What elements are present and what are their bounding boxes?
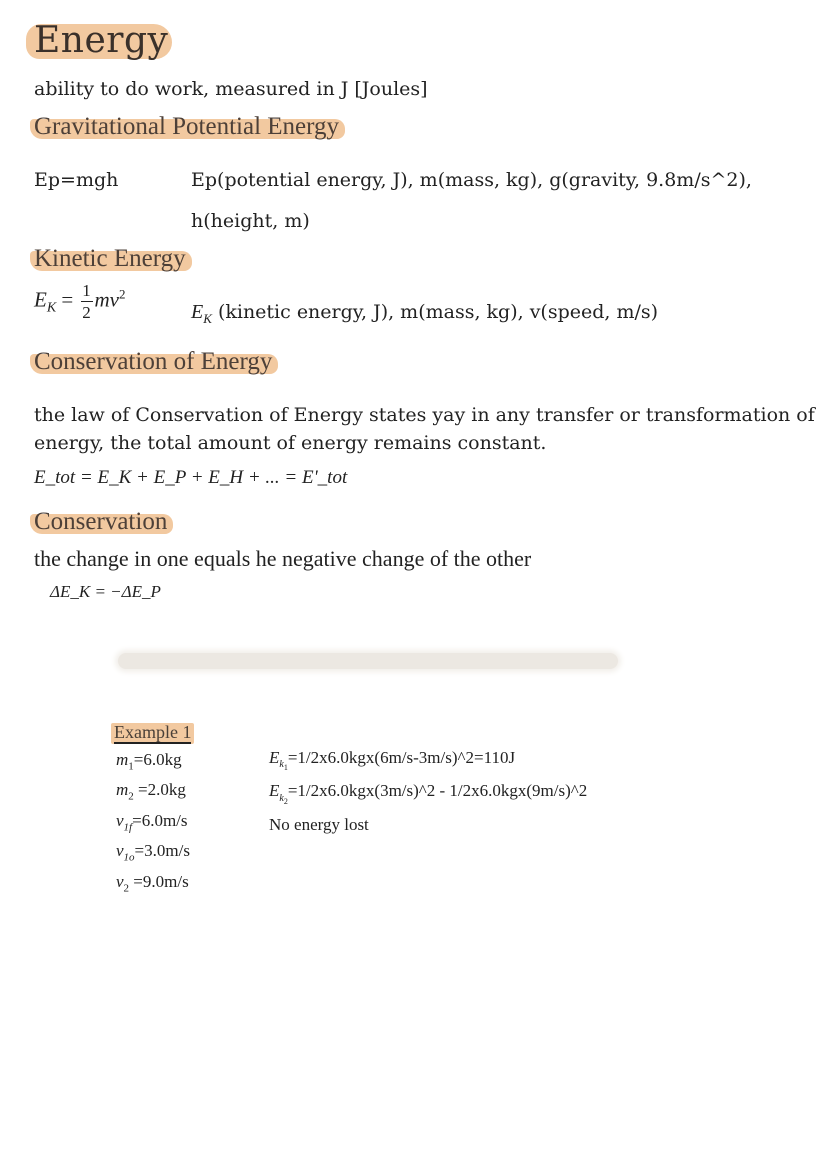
gpe-heading: Gravitational Potential Energy	[34, 113, 340, 140]
kinetic-lhs: E	[34, 287, 47, 312]
kinetic-desc-text: (kinetic energy, J), m(mass, kg), v(speed, m/s)	[217, 301, 659, 323]
conservation-energy-text-line1: the law of Conservation of Energy states yay in any transfer or transformation of	[34, 404, 815, 426]
conservation-energy-heading: Conservation of Energy	[34, 348, 273, 375]
given-v1f: $v_{1f}=6.0m/s$	[116, 810, 188, 834]
kinetic-rhs-sup: 2	[119, 286, 126, 302]
example-givens	[116, 748, 190, 900]
kinetic-description	[191, 301, 658, 327]
example-title: Example 1	[114, 722, 192, 742]
kinetic-lhs-sub: K	[46, 300, 57, 316]
conservation-heading: Conservation	[34, 508, 168, 535]
conservation-energy-equation: E_tot = E_K + E_P + E_H + ... = E'_tot	[34, 467, 348, 488]
calc-line-1: $E_{k_1}=1/2x6.0kgx(6m/s-3m/s)\^{}2=110J$	[269, 748, 516, 773]
kinetic-fraction	[81, 282, 93, 321]
fraction-denominator: 2	[82, 303, 91, 322]
kinetic-formula	[34, 282, 126, 321]
example-calculation	[269, 746, 587, 836]
page-title: Energy	[34, 20, 169, 61]
kinetic-desc-sub: K	[203, 310, 212, 326]
calc-line-2: $E_{k_2}=1/2x6.0kgx(3m/s)\^{}2$ - 1/2x6.0kgx(9m/s)^2	[269, 781, 588, 806]
conservation-text: the change in one equals he negative change of the other	[34, 546, 532, 571]
given-m2: $m_2 =2.0kg$	[116, 780, 186, 803]
gpe-description-line2: h(height, m)	[191, 210, 310, 232]
energy-definition: ability to do work, measured in J [Joules]	[34, 78, 428, 100]
kinetic-rhs: mv	[94, 287, 120, 312]
conservation-equation: ΔE_K = −ΔE_P	[50, 582, 161, 601]
given-v2: $v_2 =9.0m/s$	[116, 871, 189, 894]
kinetic-equals: =	[61, 287, 74, 312]
kinetic-desc-symbol: E	[191, 301, 204, 323]
given-v1o: $v_{1o}=3.0m/s$	[116, 841, 190, 864]
gpe-description-line1: Ep(potential energy, J), m(mass, kg), g(gravity, 9.8m/s^2),	[191, 169, 752, 191]
conservation-energy-text-line2: energy, the total amount of energy remains constant.	[34, 432, 547, 454]
gpe-formula: Ep=mgh	[34, 169, 119, 191]
fraction-numerator: 1	[82, 281, 91, 300]
erased-smear	[118, 653, 618, 669]
given-m1: $m_1=6.0kg$	[116, 750, 182, 773]
fraction-bar	[81, 301, 93, 302]
kinetic-heading: Kinetic Energy	[34, 245, 186, 272]
calc-line-3: No energy lost	[269, 814, 369, 834]
